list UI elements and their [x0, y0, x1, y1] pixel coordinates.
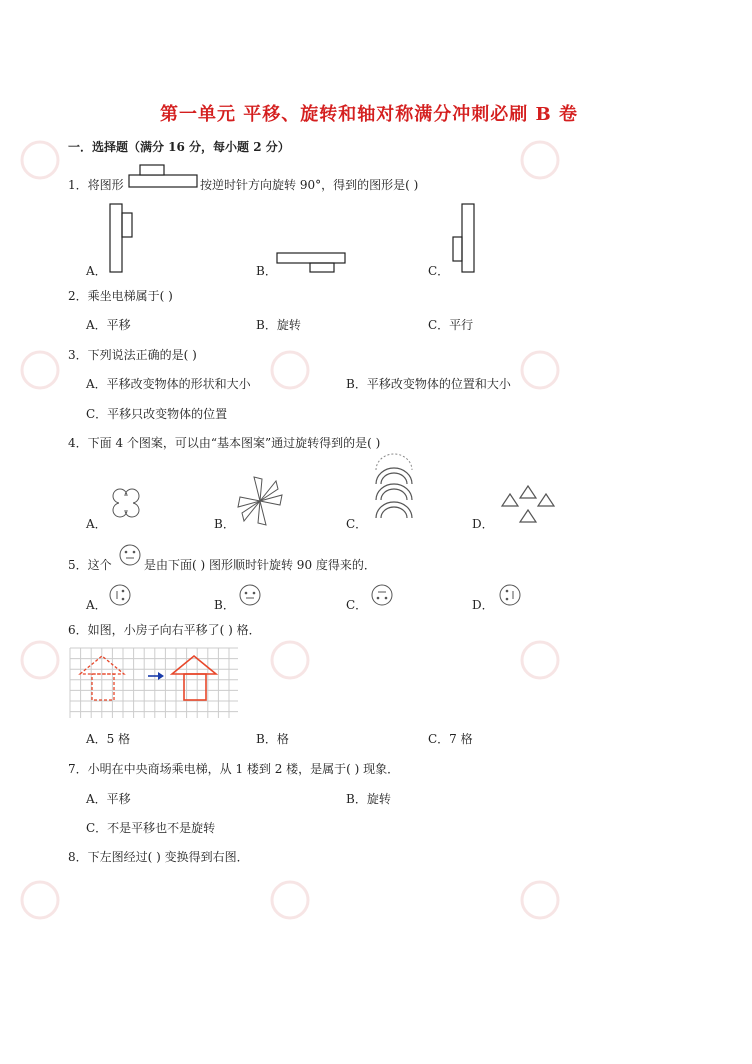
q1-stem-after: 按逆时针方向旋转 90°，得到的图形是( ) [200, 178, 419, 192]
q4-stem: 4．下面 4 个图案，可以由“基本图案”通过旋转得到的是( ) [68, 436, 381, 450]
q1-option-a[interactable]: A． [86, 264, 107, 278]
q1-option-a-figure [108, 203, 134, 273]
q1-stem-before: 1．将图形 [68, 178, 124, 192]
q4-option-a[interactable]: A． [86, 517, 107, 531]
q2-option-c[interactable]: C．平行 [428, 318, 474, 332]
q8-stem: 8．下左图经过( ) 变换得到右图． [68, 850, 249, 864]
q5-option-d-face-figure [498, 583, 522, 607]
q4-option-b-pinwheel-figure [236, 475, 284, 527]
q3-stem: 3．下列说法正确的是( ) [68, 348, 197, 362]
q7-stem: 7．小明在中央商场乘电梯，从 1 楼到 2 楼，是属于( ) 现象． [68, 762, 400, 776]
q4-option-c[interactable]: C． [346, 517, 368, 531]
q4-option-a-clover-figure [106, 484, 146, 524]
q1-option-c-figure [452, 203, 478, 273]
q5-option-c[interactable]: C． [346, 598, 368, 612]
q5-option-b[interactable]: B． [214, 598, 235, 612]
q5-option-b-face-figure [238, 583, 262, 607]
q5-stem-after: 是由下面( ) 图形顺时针旋转 90 度得来的． [144, 558, 376, 572]
q6-solid-house [172, 656, 216, 700]
q2-option-a[interactable]: A．平移 [86, 318, 131, 332]
q5-stem-before: 5．这个 [68, 558, 112, 572]
q5-option-c-face-figure [370, 583, 394, 607]
q6-stem: 6．如图，小房子向右平移了( ) 格． [68, 623, 261, 637]
q1-option-b[interactable]: B． [256, 264, 277, 278]
q4-option-d[interactable]: D． [472, 517, 494, 531]
q1-option-b-figure [276, 252, 348, 274]
q7-option-a[interactable]: A．平移 [86, 792, 131, 806]
q6-option-c[interactable]: C．7 格 [428, 732, 473, 746]
q6-option-a[interactable]: A．5 格 [86, 732, 131, 746]
q1-option-c[interactable]: C． [428, 264, 450, 278]
q4-option-d-triangles-figure [498, 484, 558, 526]
q7-option-c[interactable]: C．不是平移也不是旋转 [86, 821, 216, 835]
q3-option-b[interactable]: B．平移改变物体的位置和大小 [346, 377, 511, 391]
q5-option-a-face-figure [108, 583, 132, 607]
q2-option-b[interactable]: B．旋转 [256, 318, 301, 332]
q5-smiley-figure [118, 543, 142, 567]
section-heading: 一．选择题（满分 16 分，每小题 2 分） [68, 140, 290, 154]
q5-option-d[interactable]: D． [472, 598, 494, 612]
q7-option-b[interactable]: B．旋转 [346, 792, 391, 806]
q3-option-c[interactable]: C．平移只改变物体的位置 [86, 407, 228, 421]
q2-stem: 2．乘坐电梯属于( ) [68, 289, 173, 303]
q5-option-a[interactable]: A． [86, 598, 107, 612]
page-title: 第一单元 平移、旋转和轴对称满分冲刺必刷 B 卷 [160, 104, 579, 125]
q6-arrow-icon [148, 672, 164, 680]
q6-house-grid-figure [70, 648, 240, 718]
q1-shape-figure [128, 163, 200, 189]
q6-option-b[interactable]: B．格 [256, 732, 289, 746]
q4-option-c-arcs-figure [372, 466, 416, 526]
q3-option-a[interactable]: A．平移改变物体的形状和大小 [86, 377, 251, 391]
q4-option-b[interactable]: B． [214, 517, 235, 531]
